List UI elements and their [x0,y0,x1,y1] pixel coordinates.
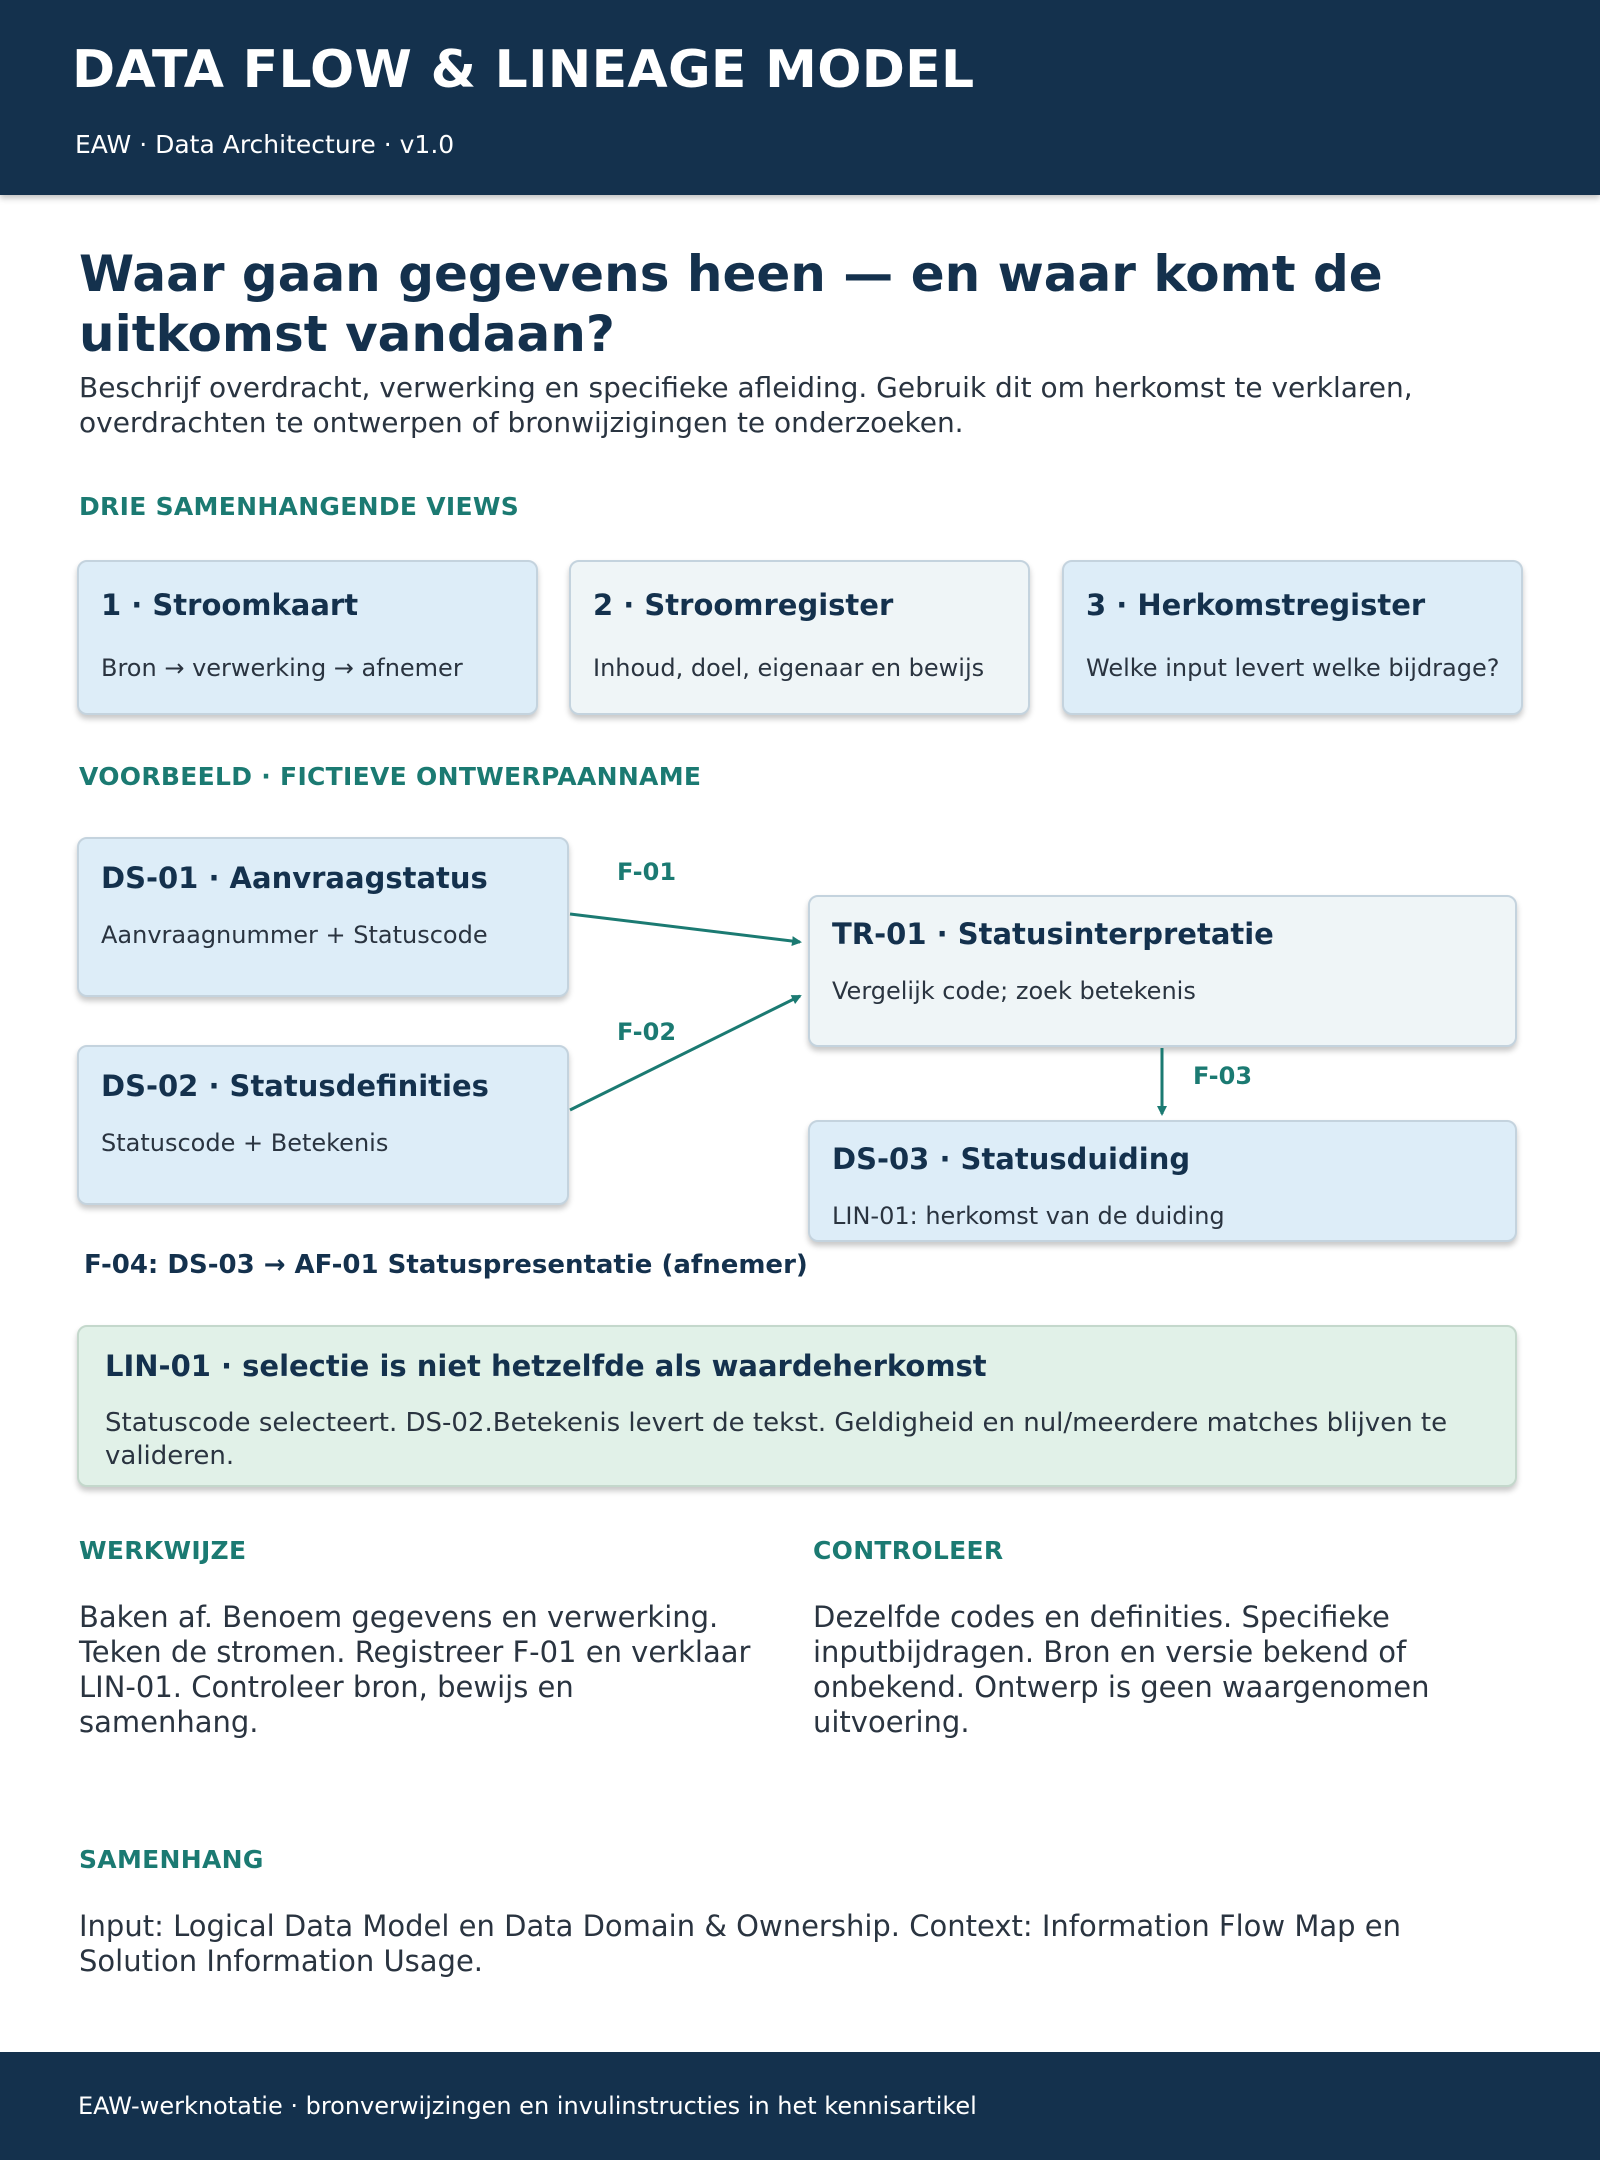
samenhang-text: Input: Logical Data Model en Data Domain & Ownership. Context: Information Flow Map en Solution Information Usage. [79,1909,1401,1978]
lineage-title: LIN-01 · selectie is niet hetzelfde als waardeherkomst [105,1349,987,1383]
header-title: DATA FLOW & LINEAGE MODEL [72,40,975,100]
flow-label-f03: F-03 [1193,1062,1253,1090]
view-card-text: Inhoud, doel, eigenaar en bewijs [593,654,985,682]
controleer-heading: CONTROLEER [813,1536,1004,1565]
page-intro: Beschrijf overdracht, verwerking en specifieke afleiding. Gebruik dit om herkomst te verklaren, overdrachten te ontwerpen of bronwijzigingen te onderzoeken. [79,371,1413,439]
header-subtitle: EAW · Data Architecture · v1.0 [75,130,455,159]
lineage-text: Statuscode selecteert. DS-02.Betekenis levert de tekst. Geldigheid en nul/meerdere matches blijven te valideren. [105,1408,1448,1471]
view-card-text: Welke input levert welke bijdrage? [1086,654,1500,682]
node-title: DS-03 · Statusduiding [832,1142,1191,1176]
view-card-text: Bron → verwerking → afnemer [101,654,463,682]
view-card-title: 1 · Stroomkaart [101,588,359,622]
example-heading: VOORBEELD · FICTIEVE ONTWERPAANNAME [79,762,702,791]
view-card-title: 2 · Stroomregister [593,588,894,622]
node-text: Statuscode + Betekenis [101,1129,389,1157]
node-text: Aanvraagnummer + Statuscode [101,921,488,949]
node-title: TR-01 · Statusinterpretatie [832,917,1274,951]
node-text: Vergelijk code; zoek betekenis [832,977,1196,1005]
controleer-text: Dezelfde codes en definities. Specifieke inputbijdragen. Bron en versie bekend of onbekend. Ontwerp is geen waargenomen uitvoering. [813,1600,1430,1739]
flow-label-f01: F-01 [617,858,677,886]
node-title: DS-02 · Statusdefinities [101,1069,489,1103]
werkwijze-text: Baken af. Benoem gegevens en verwerking. Teken de stromen. Registreer F-01 en verklaar LIN-01. Controleer bron, bewijs en samenhang. [79,1600,751,1739]
lineage-card [77,1325,1517,1487]
node-text: LIN-01: herkomst van de duiding [832,1202,1225,1230]
node-title: DS-01 · Aanvraagstatus [101,861,488,895]
page-footer [0,2052,1600,2160]
flow-note-f04: F-04: DS-03 → AF-01 Statuspresentatie (afnemer) [84,1250,808,1280]
flow-arrow-f02 [570,996,800,1110]
views-heading: DRIE SAMENHANGENDE VIEWS [79,492,520,521]
page-title: Waar gaan gegevens heen — en waar komt de uitkomst vandaan? [79,245,1383,363]
view-card-title: 3 · Herkomstregister [1086,588,1426,622]
flow-label-f02: F-02 [617,1018,677,1046]
samenhang-heading: SAMENHANG [79,1845,264,1874]
werkwijze-heading: WERKWIJZE [79,1536,247,1565]
flow-arrow-f01 [570,914,800,942]
footer-text: EAW-werknotatie · bronverwijzingen en invulinstructies in het kennisartikel [78,2092,977,2120]
